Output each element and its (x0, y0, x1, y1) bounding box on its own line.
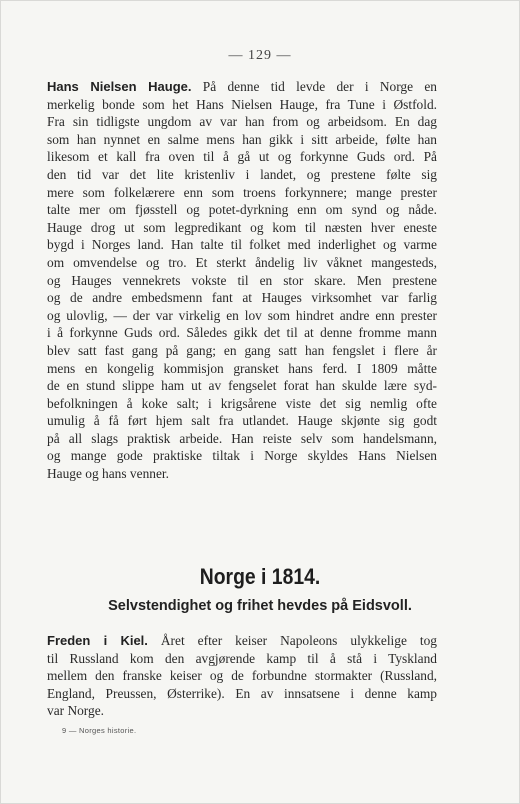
article-line: de en stund slippe ham ut av fengselet forat han skulde lære syd- (47, 378, 437, 394)
article-line: om omvendelse og tro. Et sterkt åndelig liv våknet mangesteds, (47, 254, 437, 270)
page-number: — 129 — (228, 48, 292, 63)
section-line: Freden i Kiel. Året efter keiser Napoleons ulykkelige tog (47, 633, 437, 648)
article-line: merkelig bonde som het Hans Nielsen Hauge, fra Tune i Østfold. (47, 96, 437, 112)
article-line: som han nynnet en salme mens han gikk i sitt arbeide, følte han (47, 131, 437, 147)
section-line: til Russland kom den avgjørende kamp til å stå i Tyskland (47, 650, 437, 666)
article-heading: Hans Nielsen Hauge. (47, 79, 192, 94)
article-hans-nielsen-hauge (47, 78, 437, 483)
article-line: befolkningen å koke salt; i krigsårene viste det sig nemlig ofte (47, 395, 437, 411)
article-line: mere som folkelærere enn som troens forkynnere; mange prester (47, 184, 437, 200)
chapter-subtitle: Selvstendighet og frihet hevdes på Eidsvoll. (108, 598, 412, 614)
article-line: og ulovlig, — der var virkelig en lov som hindret andre enn prester (47, 307, 437, 323)
article-line: talte mer om fjøsstell og potet-dyrkning enn om synd og nåde. (47, 202, 437, 218)
article-line: i å forkynne Guds ord. Således gikk det til at denne fromme mann (47, 325, 437, 341)
article-line: på all slags praktisk arbeide. Han reiste selv som handelsmann, (47, 430, 437, 446)
section-heading: Freden i Kiel. (47, 633, 148, 648)
article-line: og de andre embedsmenn fant at Hauges virksomhet var farlig (47, 290, 437, 306)
article-line: Hans Nielsen Hauge. På denne tid levde der i Norge en (47, 79, 437, 94)
article-line: mens en kongelig kommisjon gransket hans ferd. I 1809 måtte (47, 360, 437, 376)
article-line: Hauge og hans venner. (47, 466, 169, 482)
section-line: mellem den franske keiser og de forbundne stormakter (Russland, (47, 668, 437, 684)
section-freden-i-kiel (47, 632, 437, 720)
article-line: likesom et kall fra oven til å gå ut og forkynne Guds ord. På (47, 149, 437, 165)
article-line: umulig å få ført hjem salt fra utlandet. Hauge skjønte sig godt (47, 413, 437, 429)
article-line: og Hauges vennekrets vokste til en stor skare. Men prestene (47, 272, 437, 288)
article-line: og mange gode praktiske tiltak i Norge skyldes Hans Nielsen (47, 448, 437, 464)
article-line: bygd i Norges land. Han talte til folket med inderlighet og varme (47, 237, 437, 253)
footnote-signature: 9 — Norges historie. (62, 726, 137, 735)
article-line: Hauge drog ut som legpredikant og kom til næsten hver eneste (47, 219, 437, 235)
chapter-title: Norge i 1814. (199, 564, 321, 589)
section-line: England, Preussen, Østerrike). En av innsatsene i denne kamp (47, 685, 437, 701)
article-line: Fra sin tidligste ungdom av var han from og arbeidsom. En dag (47, 114, 437, 130)
section-line: var Norge. (47, 703, 105, 719)
article-line: den tid var det lite kristenliv i landet, og prestene følte sig (47, 166, 437, 182)
article-line: blev satt fast gang på gang; en gang satt han fengslet i flere år (47, 342, 437, 358)
